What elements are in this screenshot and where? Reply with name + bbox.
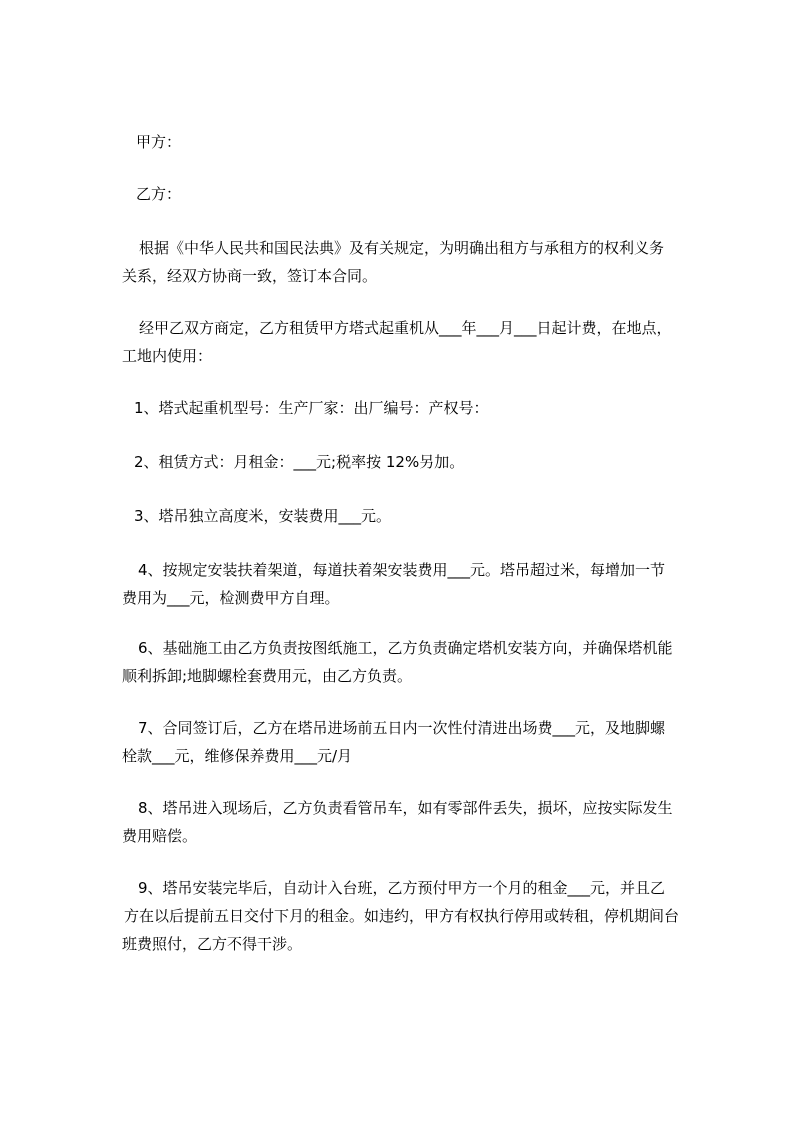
paragraph-line: 工地内使用：	[122, 347, 213, 365]
clause-9	[122, 874, 710, 958]
clause-2	[134, 448, 710, 476]
paragraph-line: 经甲乙双方商定，乙方租赁甲方塔式起重机从___年___月___日起计费，在地点，	[139, 319, 672, 337]
clause-4	[122, 556, 710, 612]
paragraph-line: 9、塔吊安装完毕后，自动计入台班，乙方预付甲方一个月的租金___元，并且乙	[138, 879, 666, 897]
paragraph-line: 6、基础施工由乙方负责按图纸施工，乙方负责确定塔机安装方向，并确保塔机能	[138, 639, 673, 657]
paragraph-line: 班费照付，乙方不得干涉。	[122, 935, 303, 953]
party-a-label: 甲方：	[136, 133, 182, 151]
party-b-label: 乙方：	[136, 185, 182, 203]
clause-3	[134, 502, 710, 530]
paragraph-line: 方在以后提前五日交付下月的租金。如违约，甲方有权执行停用或转租，停机期间台	[124, 907, 680, 925]
clause-8	[122, 794, 710, 850]
lease-terms-paragraph	[122, 314, 710, 370]
paragraph-line: 费用为___元，检测费甲方自理。	[122, 589, 340, 607]
paragraph-line: 费用赔偿。	[122, 827, 198, 845]
paragraph-line: 栓款___元，维修保养费用___元/月	[122, 747, 353, 765]
clause-7	[122, 714, 710, 770]
paragraph-line: 1、塔式起重机型号：生产厂家：出厂编号：产权号：	[134, 399, 489, 417]
paragraph-line: 7、合同签订后，乙方在塔吊进场前五日内一次性付清进出场费___元，及地脚螺	[138, 719, 666, 737]
paragraph-line: 关系，经双方协商一致，签订本合同。	[122, 267, 378, 285]
paragraph-line: 2、租赁方式：月租金：___元;税率按 12%另加。	[134, 453, 465, 471]
clause-6	[122, 634, 710, 690]
intro-paragraph	[122, 234, 710, 290]
paragraph-line: 4、按规定安装扶着架道，每道扶着架安装费用___元。塔吊超过米，每增加一节	[138, 561, 666, 579]
paragraph-line: 8、塔吊进入现场后，乙方负责看管吊车，如有零部件丢失，损坏，应按实际发生	[138, 799, 673, 817]
paragraph-line: 顺利拆卸;地脚螺栓套费用元，由乙方负责。	[122, 667, 413, 685]
paragraph-line: 3、塔吊独立高度米，安装费用___元。	[134, 507, 392, 525]
paragraph-line: 根据《中华人民共和国民法典》及有关规定，为明确出租方与承租方的权利义务	[139, 239, 665, 257]
clause-1	[134, 394, 710, 422]
